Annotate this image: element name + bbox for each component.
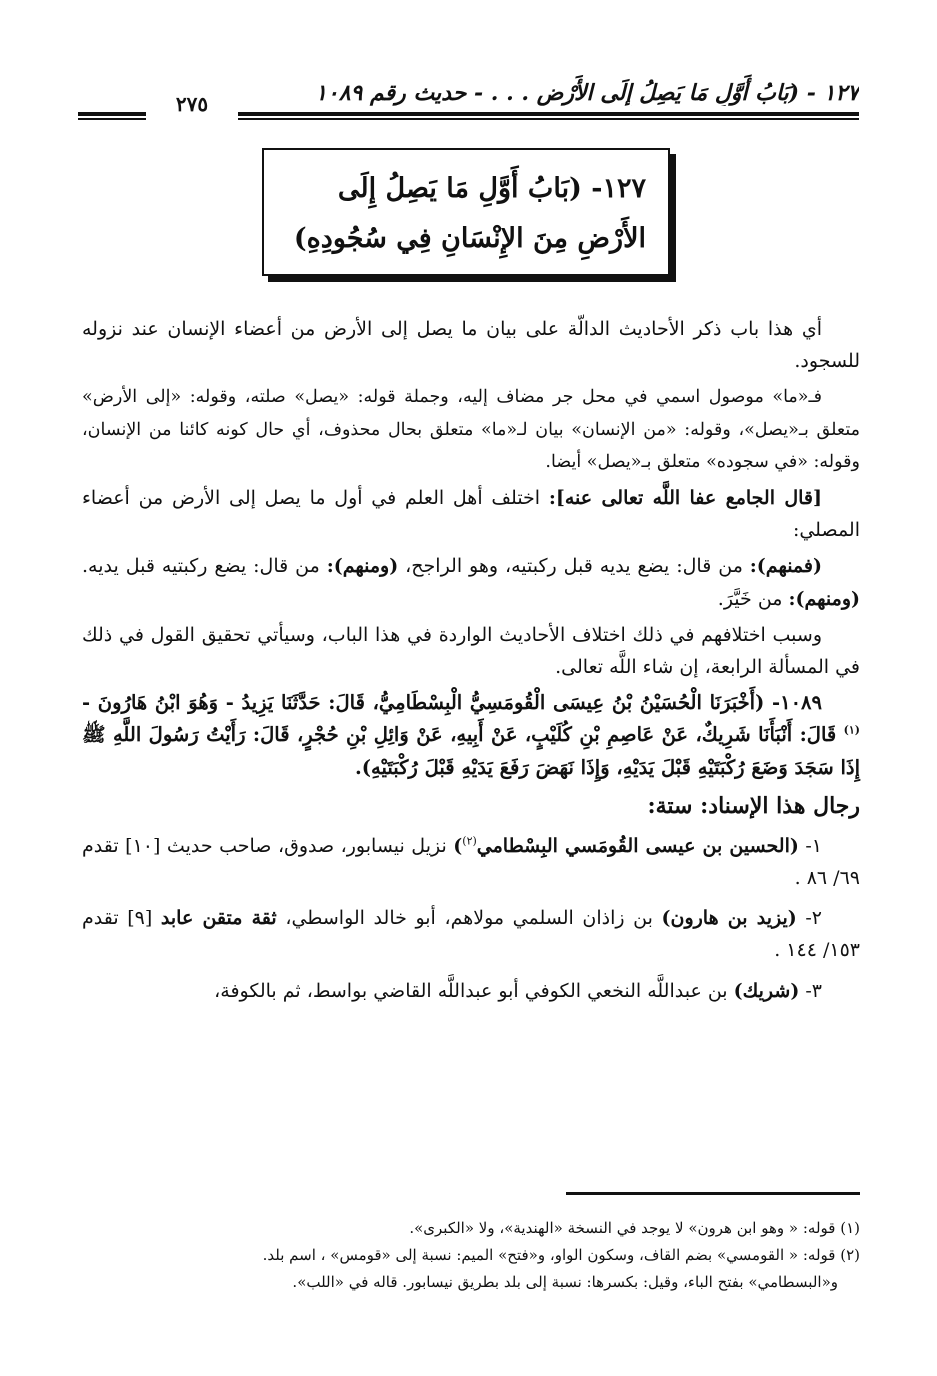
paragraph-opinions [82, 550, 860, 614]
narrator-1-name-close: ) [453, 834, 463, 857]
footnote-separator [566, 1192, 860, 1195]
hadith-text [82, 687, 860, 784]
narrator-2-text-2: [٩] تقدم ١٥٣/ ١٤٤ . [82, 907, 860, 962]
narrators-heading: رجال هذا الإسناد: ستة: [647, 792, 860, 819]
chapter-title-line-2: الأَرْضِ مِنَ الإِنْسَانِ فِي سُجُودِهِ) [293, 223, 646, 254]
page-number: ٢٧٥ [175, 92, 209, 116]
narrator-3 [82, 975, 860, 1007]
opinion-text-3: من خَيَّرَ. [717, 587, 789, 610]
footnote-2-continuation: و«البسطامي» بفتح الباء، وقيل: بكسرها: نسبة إلى بلد بطريق نيسابور. قاله في «اللب». [292, 1273, 838, 1291]
footnotes [82, 1215, 860, 1296]
paragraph-grammar: فـ«ما» موصول اسمي في محل جر مضاف إليه، وجملة قوله: «يصل» صلته، وقوله: «إلى الأرض» متعلق بـ«يصل»، وقوله: «من الإنسان» بيان لـ«ما» متعلق بحال محذوف، أي حال كونه كائنا من الإنسان، وقوله: «في سجوده» متعلق بـ«يصل» أيضا. [82, 387, 860, 472]
narrator-3-name: (شريك) [733, 979, 800, 1002]
paragraph-intro: أي هذا باب ذكر الأحاديث الدالّة على بيان ما يصل إلى الأرض من أعضاء الإنسان عند نزوله للسجود. [82, 318, 860, 373]
running-header: ١٢٧ - (بَابُ أَوَّلِ مَا يَصِلُ إِلَى الأَرْضِ . . . - حديث رقم ١٠٨٩ [315, 80, 859, 106]
chapter-title-line-1: ١٢٧- (بَابُ أَوَّلِ مَا يَصِلُ إِلَى [337, 173, 646, 204]
opinion-label-3: (ومنهم): [788, 587, 860, 610]
jami-label: [قال الجامع عفا اللَّه تعالى عنه]: [548, 487, 822, 510]
narrator-3-number: ٣- [799, 979, 822, 1002]
header-rule-thick [238, 112, 859, 116]
footnote-2: (٢) قوله: « القومسي» بضم القاف، وسكون الواو، و«فتح» الميم: نسبة إلى «قومس» ، اسم بلد. [262, 1246, 860, 1264]
page-number-rule-thin [78, 118, 146, 120]
footnote-ref-1: (١) [843, 723, 860, 737]
hadith-part-1: ١٠٨٩- (أَخْبَرَنَا الْحُسَيْنُ بْنُ عِيسَى الْقُومَسِيُّ الْبِسْطَامِيُّ، قَالَ: حَدَّثَنَا يَزِيدُ - وَهُوَ ابْنُ هَارُونَ - [82, 691, 822, 715]
narrator-2-name: (يزيد بن هارون) [661, 907, 797, 930]
narrator-1 [82, 830, 860, 894]
header-rule-thin [238, 118, 859, 120]
narrator-3-text: بن عبداللَّه النخعي الكوفي أبو عبداللَّه القاضي بواسط، ثم بالكوفة، [214, 979, 734, 1002]
jami-text: اختلف أهل العلم في أول ما يصل إلى الأرض من أعضاء المصلي: [82, 487, 860, 542]
narrator-2-grade: ثقة متقن عابد [160, 907, 277, 930]
paragraph-reason: وسبب اختلافهم في ذلك اختلاف الأحاديث الواردة في هذا الباب، وسيأتي تحقيق القول في ذلك في المسألة الرابعة، إن شاء اللَّه تعالى. [82, 623, 860, 679]
narrator-2-number: ٢- [796, 907, 822, 930]
narrator-2-text: بن زاذان السلمي مولاهم، أبو خالد الواسطي، [276, 907, 662, 930]
hadith-part-2: قَالَ: أَنْبَأَنَا شَرِيكٌ، عَنْ عَاصِمِ بْنِ كُلَيْبٍ، عَنْ أَبِيهِ، عَنْ وَائِلِ بْنِ حُجْرٍ، قَالَ: رَأَيْتُ رَسُولَ اللَّهِ ﷺ إِذَا سَجَدَ وَضَعَ رُكْبَتَيْهِ قَبْلَ يَدَيْهِ، وَإِذَا نَهَضَ رَفَعَ يَدَيْهِ قَبْلَ رُكْبَتَيْهِ). [82, 723, 860, 779]
narrator-1-name: (الحسين بن عيسى القُومَسي البِسْطامي [476, 834, 799, 857]
opinion-text-2: من قال: يضع ركبتيه قبل يديه. [82, 555, 327, 578]
opinion-text-1: من قال: يضع يديه قبل ركبتيه، وهو الراجح، [398, 555, 750, 578]
narrator-2 [82, 902, 860, 966]
paragraph-jami-opinion [82, 482, 860, 546]
page-number-rule-thick [78, 112, 146, 116]
narrator-1-text: نزيل نيسابور، صدوق، صاحب حديث [١٠] تقدم ٦٩/ ٨٦ . [82, 834, 860, 890]
footnote-1: (١) قوله: « وهو ابن هرون» لا يوجد في النسخة «الهندية»، ولا «الكبرى». [409, 1219, 860, 1237]
opinion-label-2: (ومنهم): [326, 555, 399, 578]
body-text [82, 313, 860, 1007]
narrator-1-number: ١- [798, 834, 822, 857]
chapter-title-box [262, 148, 670, 276]
footnote-ref-2: (٢) [462, 834, 477, 848]
opinion-label-1: (فمنهم): [749, 555, 822, 578]
